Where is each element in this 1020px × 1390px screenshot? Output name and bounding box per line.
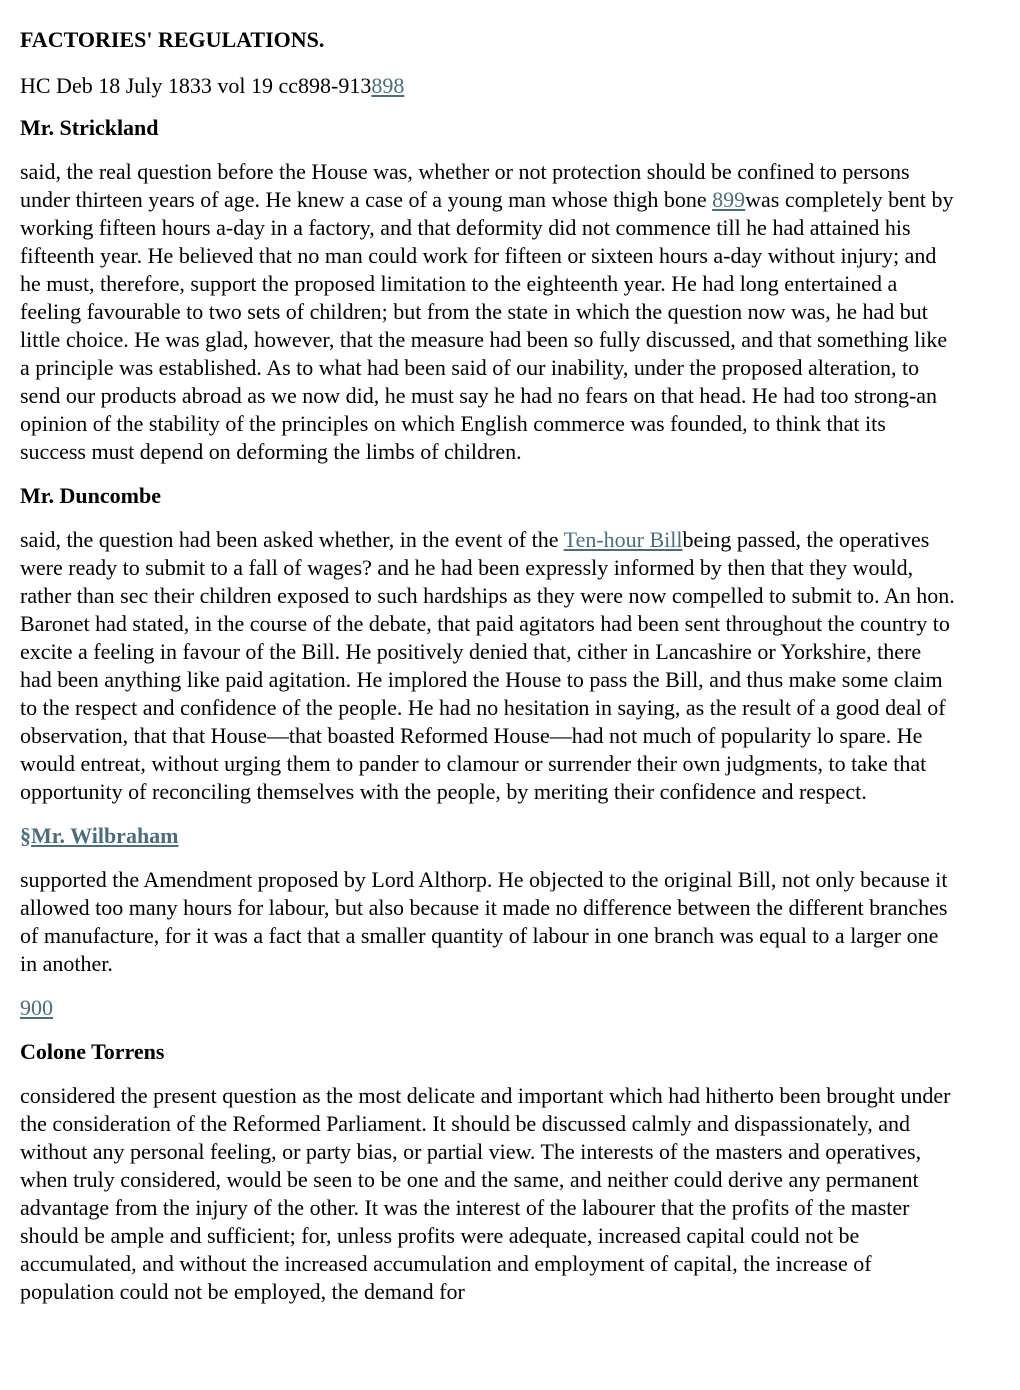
speaker-link-wilbraham[interactable]: Mr. Wilbraham bbox=[31, 823, 179, 848]
speech-text-duncombe bbox=[20, 526, 955, 806]
citation-line bbox=[20, 72, 1000, 100]
section-sign-icon: § bbox=[20, 823, 31, 848]
speaker-name-strickland: Mr. Strickland bbox=[20, 115, 159, 140]
speech-text-part: was completely bent by working fifteen hours a-day in a factory, and that deformity did not commence till he had attained his fifteenth year. He believed that no man could work for fifteen or sixteen hours a-day without injury; and he must, therefore, support the proposed limitation to the eighteenth year. He had long entertained a feeling favourable to two sets of children; but from the state in which the question now was, he had but little choice. He was glad, however, that the measure had been so fully discussed, and that something like a principle was established. As to what had been said of our inability, under the proposed alteration, to send our products abroad as we now did, he must say he had no fears on that head. He had too strong-an opinion of the stability of the principles on which English commerce was founded, to think that its success must depend on deforming the limbs of children. bbox=[20, 187, 954, 464]
speaker-name-wilbraham bbox=[20, 822, 1000, 850]
column-marker bbox=[20, 994, 1000, 1022]
speech-text-wilbraham: supported the Amendment proposed by Lord Althorp. He objected to the original Bill, not only because it allowed too many hours for labour, but also because it made no difference between the different branches of manufacture, for it was a fact that a smaller quantity of labour in one branch was equal to a larger one in another. bbox=[20, 867, 948, 976]
speech-text-part: said, the question had been asked whether, in the event of the bbox=[20, 527, 564, 552]
speaker-name-duncombe: Mr. Duncombe bbox=[20, 483, 161, 508]
speech-text-torrens: considered the present question as the most delicate and important which had hitherto been brought under the consideration of the Reformed Parliament. It should be discussed calmly and dispassionately, and without any personal feeling, or party bias, or partial view. The interests of the masters and operatives, when truly considered, would be seen to be one and the same, and neither could derive any permanent advantage from the injury of the other. It was the interest of the labourer that the profits of the master should be ample and sufficient; for, unless profits were adequate, increased capital could not be accumulated, and without the increased accumulation and employment of capital, the increase of population could not be employed, the demand for bbox=[20, 1083, 951, 1304]
speaker-name-torrens: Colone Torrens bbox=[20, 1039, 165, 1064]
page-title: FACTORIES' REGULATIONS. bbox=[20, 27, 325, 52]
column-link-899[interactable]: 899 bbox=[712, 187, 746, 212]
speech-text-part: being passed, the operatives were ready to submit to a fall of wages? and he had been expressly informed by then that they would, rather than sec their children exposed to such hardships as they were now compelled to submit to. An hon. Baronet had stated, in the course of the debate, that paid agitators had been sent throughout the country to excite a feeling in favour of the Bill. He positively denied that, cither in Lancashire or Yorkshire, there had been anything like paid agitation. He implored the House to pass the Bill, and thus make some claim to the respect and confidence of the people. He had no hesitation in saying, as the result of a good deal of observation, that that House—that boasted Reformed House—had not much of popularity lo spare. He would entreat, without urging them to pander to clamour or surrender their own judgments, to take that opportunity of reconciling themselves with the people, by meriting their confidence and respect. bbox=[20, 527, 955, 804]
speech-text-strickland bbox=[20, 158, 955, 466]
column-link-898[interactable]: 898 bbox=[371, 73, 405, 98]
speech-text-part: said, the real question before the House was, whether or not protection should be confined to persons under thirteen years of age. He knew a case of a young man whose thigh bone bbox=[20, 159, 910, 212]
column-link-900[interactable]: 900 bbox=[20, 995, 53, 1020]
citation-text: HC Deb 18 July 1833 vol 19 cc898-913 bbox=[20, 73, 372, 98]
ten-hour-bill-link[interactable]: Ten-hour Bill bbox=[563, 527, 683, 552]
